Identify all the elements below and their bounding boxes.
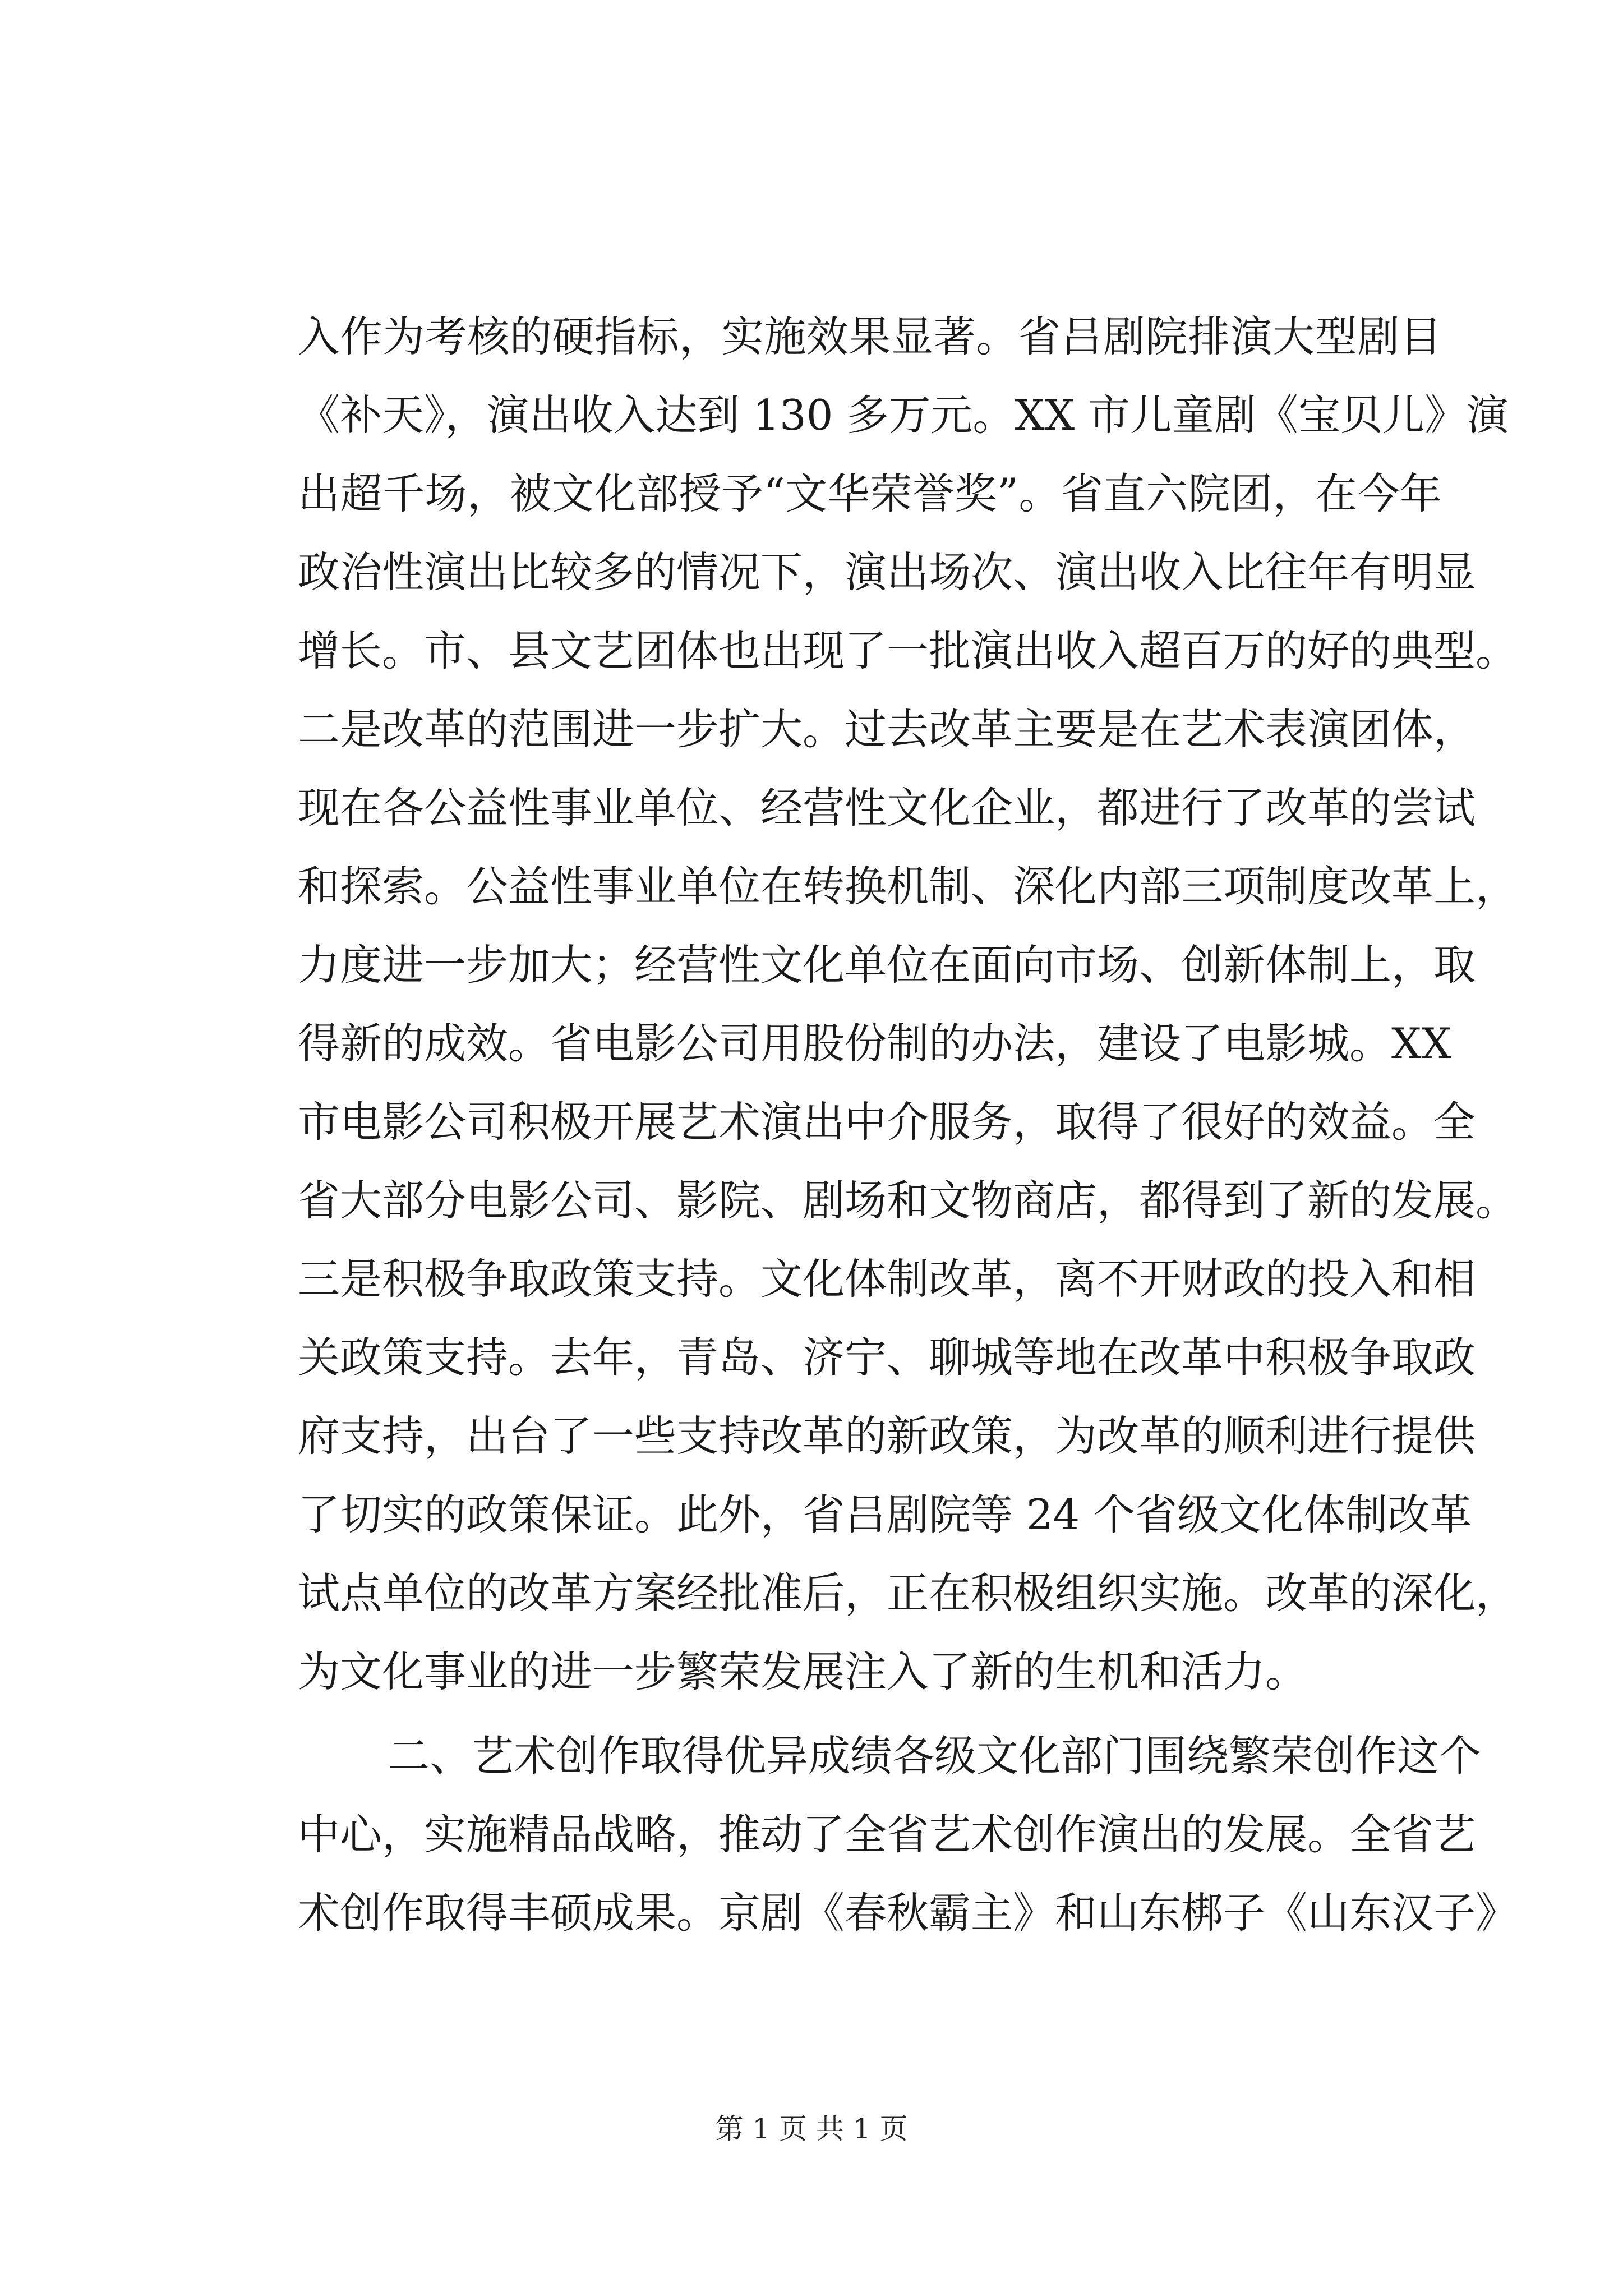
text-line: 了切实的政策保证。此外，省吕剧院等 24 个省级文化体制改革	[298, 1490, 1472, 1539]
text-line: 省大部分电影公司、影院、剧场和文物商店，都得到了新的发展。	[298, 1176, 1518, 1225]
text-line: 《补天》，演出收入达到 130 多万元。XX 市儿童剧《宝贝儿》演	[298, 390, 1509, 440]
document-body	[298, 297, 1518, 1952]
text-line: 中心，实施精品战略，推动了全省艺术创作演出的发展。全省艺	[298, 1810, 1476, 1859]
text-line: 政治性演出比较多的情况下，演出场次、演出收入比往年有明显	[298, 547, 1476, 597]
text-line: 得新的成效。省电影公司用股份制的办法，建设了电影城。XX	[298, 1019, 1451, 1068]
text-line: 试点单位的改革方案经批准后，正在积极组织实施。改革的深化，	[298, 1568, 1518, 1618]
text-line: 出超千场，被文化部授予“文华荣誉奖”。省直六院团，在今年	[298, 469, 1442, 518]
text-line: 和探索。公益性事业单位在转换机制、深化内部三项制度改革上，	[298, 862, 1518, 911]
text-line: 府支持，出台了一些支持改革的新政策，为改革的顺利进行提供	[298, 1411, 1476, 1461]
text-line: 市电影公司积极开展艺术演出中介服务，取得了很好的效益。全	[298, 1097, 1476, 1147]
page-number-footer: 第 1 页 共 1 页	[715, 2113, 908, 2145]
text-line: 二是改革的范围进一步扩大。过去改革主要是在艺术表演团体，	[298, 705, 1476, 754]
text-line: 入作为考核的硬指标，实施效果显著。省吕剧院排演大型剧目	[298, 312, 1442, 361]
text-line: 关政策支持。去年，青岛、济宁、聊城等地在改革中积极争取政	[298, 1333, 1476, 1382]
text-line: 为文化事业的进一步繁荣发展注入了新的生机和活力。	[298, 1647, 1308, 1696]
paragraph-gap	[298, 1711, 1442, 1717]
text-line: 三是积极争取政策支持。文化体制改革，离不开财政的投入和相	[298, 1254, 1476, 1304]
text-line: 术创作取得丰硕成果。京剧《春秋霸主》和山东梆子《山东汉子》	[298, 1888, 1518, 1938]
text-line: 现在各公益性事业单位、经营性文化企业，都进行了改革的尝试	[298, 783, 1476, 832]
text-line: 二、艺术创作取得优异成绩各级文化部门围绕繁荣创作这个	[388, 1731, 1482, 1780]
text-line: 力度进一步加大；经营性文化单位在面向市场、创新体制上，取	[298, 940, 1476, 990]
text-line: 增长。市、县文艺团体也出现了一批演出收入超百万的好的典型。	[298, 626, 1518, 675]
